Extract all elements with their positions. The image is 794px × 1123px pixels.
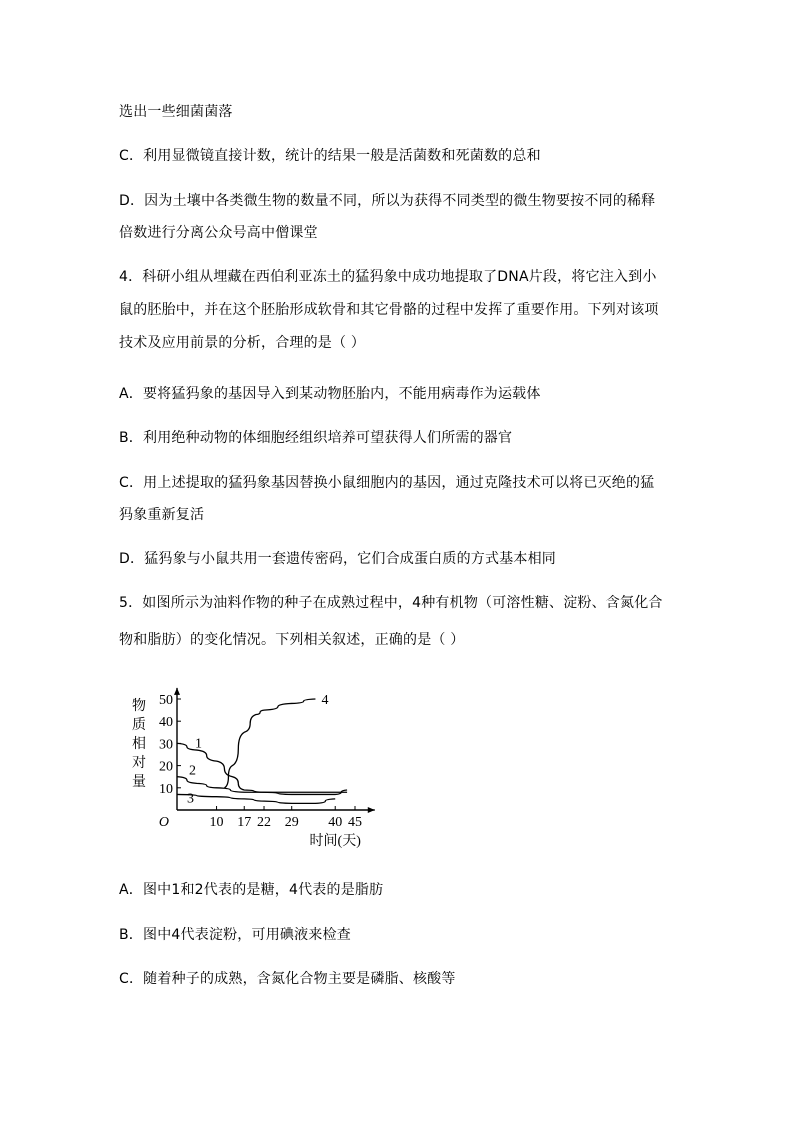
option-b: B．利用绝种动物的体细胞经组织培养可望获得人们所需的器官 <box>119 430 513 446</box>
y-axis-label: 物质相对量 <box>132 699 146 790</box>
y-tick-label: 40 <box>159 715 173 731</box>
y-tick-label: 30 <box>159 737 173 753</box>
x-tick-label: 10 <box>209 815 224 830</box>
x-tick-label: 22 <box>257 815 272 830</box>
question-4: 4．科研小组从埋藏在西伯利亚冻土的猛犸象中成功地提取了DNA片段，将它注入到小 <box>119 269 657 285</box>
text-line: 鼠的胚胎中，并在这个胚胎形成软骨和其它骨骼的过程中发挥了重要作用。下列对该项 <box>119 302 659 318</box>
text-line: 犸象重新复活 <box>119 507 205 523</box>
series-line-1 <box>177 743 347 792</box>
text-line: 选出一些细菌菌落 <box>119 104 233 120</box>
origin-label: O <box>158 815 169 830</box>
x-axis-arrow <box>368 807 375 813</box>
y-tick-label: 20 <box>159 759 173 775</box>
option-d: D．猛犸象与小鼠共用一套遗传密码，它们合成蛋白质的方式基本相同 <box>119 551 556 567</box>
series-label-1: 1 <box>195 736 202 752</box>
x-tick-label: 17 <box>237 815 252 830</box>
series-label-3: 3 <box>187 791 194 807</box>
x-tick-label: 40 <box>328 815 343 830</box>
question-5: 5．如图所示为油料作物的种子在成熟过程中，4种有机物（可溶性糖、淀粉、含氮化合 <box>119 595 663 611</box>
x-axis-label: 时间(天) <box>309 834 361 849</box>
y-tick-label: 10 <box>159 781 173 797</box>
x-tick-label: 45 <box>348 815 362 830</box>
option-c: C．利用显微镜直接计数，统计的结果一般是活菌数和死菌数的总和 <box>119 148 541 164</box>
line-chart <box>125 678 395 858</box>
text-line: 技术及应用前景的分析，合理的是（ ） <box>119 335 366 351</box>
x-tick-label: 29 <box>284 815 299 830</box>
y-axis-arrow <box>174 688 180 695</box>
text-line: 倍数进行分离公众号高中僧课堂 <box>119 225 318 241</box>
series-line-4 <box>224 699 315 788</box>
option-c: C．用上述提取的猛犸象基因替换小鼠细胞内的基因，通过克隆技术可以将已灭绝的猛 <box>119 475 655 491</box>
text-line: 物和脂肪）的变化情况。下列相关叙述，正确的是（ ） <box>119 632 465 648</box>
option-b: B．图中4代表淀粉，可用碘液来检查 <box>119 927 351 943</box>
y-tick-label: 50 <box>159 693 173 708</box>
option-a: A．图中1和2代表的是糖，4代表的是脂肪 <box>119 882 384 898</box>
option-c: C．随着种子的成熟，含氮化合物主要是磷脂、核酸等 <box>119 971 456 987</box>
series-line-3 <box>177 794 335 803</box>
series-label-4: 4 <box>321 693 329 708</box>
option-d: D．因为土壤中各类微生物的数量不同，所以为获得不同类型的微生物要按不同的稀释 <box>119 193 656 209</box>
series-label-2: 2 <box>189 763 196 779</box>
option-a: A．要将猛犸象的基因导入到某动物胚胎内，不能用病毒作为运载体 <box>119 386 541 402</box>
